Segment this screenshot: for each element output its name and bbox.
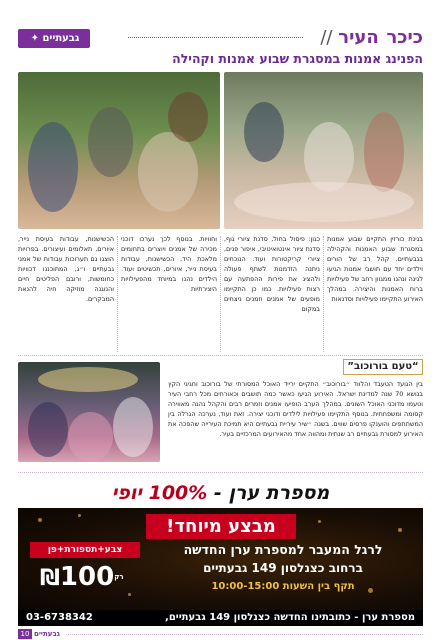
ad-banner: מספרת ערן - 100% יופי <box>18 478 423 508</box>
column-divider <box>220 236 221 352</box>
footer-magazine-name: גבעתיים <box>34 630 60 638</box>
column-divider <box>117 236 118 352</box>
article-photo-right <box>224 72 423 229</box>
ad-address: מספרת ערן - כתובתינו החדשה כצנלסון 149 גבעתיים, <box>165 612 415 623</box>
article-column-3: וחוויות. בנוסף לכך נערכו דוכני מכירה של אמנים ויוצרים בתחומים מלאכת היד, הכשישנות, עבודות בעיסת נייר, איורים, תכשיטים ועוד. הילדים נהנו במיוחד מהפעילויות היצירתיות <box>121 235 217 293</box>
article-column-1: בגינת כורזין התקיים שבוע אמנות במסגרת שבוע האמנות והקהילה בגבעתיים. קהל רב של הורים וילדים יחד עם תושבי אמנות הגיעו לגינה ונהנו ממגוון רחב של פעילויות ברוח האמנות והיצירה. במהלך האירוע התקיימו פעילויות וסדנאות <box>327 235 423 303</box>
sidebar-text: בין הגועד הטעבד והלווד ״בורוכוב״ התקיים ירייד האוכל המסורתי של בורוכוב וחגיגי הקץ בנושא 70 שנה למדינת ישראל. האירוע הגיעו כאשר כמה תושבים וכאורחים מכל רחבי העיר וטעמו מדוכני האוכל השונים. במהלך הערב הופיעו אמנים וזמרים רבים והקהל נהנה מאווירה קסומה ומשפחתית. בנוסף התקיימו פעילויות לילדים ודוכני יצירה. זאת ועוד, נערכה הגרלה בין המשתתפים והוענקו פרסים שווים. בשנה ״שיר עיריית גבעתיים היא תמיכת העירייה שהפכה את האירוע למסורת גבעתיים רב שנתית ומהווה אחד מהאירועים המרכזיים בעיר. <box>168 380 424 438</box>
sidebar-article <box>18 357 423 467</box>
column-divider <box>323 236 324 352</box>
section-title-accent: העיר <box>338 27 379 48</box>
ad-phone[interactable]: 03-6738342 <box>26 612 93 623</box>
article-body <box>18 234 423 354</box>
magazine-logo-text: גבעתיים <box>42 33 80 44</box>
ad-service-label: צבע+תספורת+פן <box>30 542 140 558</box>
ad-line-2: ברחוב כצנלסון 149 גבעתיים <box>203 561 363 575</box>
article-headline: הפנינג אמנות במסגרת שבוע אמנות וקהילה <box>172 51 423 66</box>
article-column-4: הכשישנות, עבודות בעיסת נייר, איורים, תאלומים ועיצורים. בפרויות הוצגו גם תערוכות עבודות של אמני גבעתיים ו״ג, המתוכננו דכוויות כחומשות, ורובם הפליטים חיים והנוגנה מוזיקה חיה להנאת המבקרים. <box>18 235 114 303</box>
article-photo-left <box>18 72 220 229</box>
ad-price <box>40 562 124 594</box>
section-title-slashes: // <box>320 27 333 48</box>
page-number: 10 <box>18 629 32 639</box>
section-header <box>18 27 423 49</box>
ad-discount-word: יופי <box>111 482 142 504</box>
ad-price-box <box>30 542 140 602</box>
section-divider <box>18 472 423 473</box>
article-column-2: כגון: פיסול בחול, סדנת ציורי גוף, סדנת ציור אינטואיטיבי, איפור פנים, ציורי קריקטורות ועוד. הנוכחים ניתנה הזדמנות לשתף פעולה ולהציג את פירות ההפתעה עם רצות פעילויות. כמו כן התקיימו מופעים של אמנים וזמנים ניצחים במקום <box>224 235 320 313</box>
sidebar-photo <box>18 362 160 462</box>
section-title <box>320 27 423 49</box>
section-divider <box>18 355 423 356</box>
ad-discount: 100% <box>148 482 208 504</box>
header-rule <box>128 37 303 38</box>
currency-symbol: ₪ <box>40 566 60 591</box>
ad-price-value: 100 <box>59 562 115 592</box>
footer-rule <box>68 634 423 635</box>
sidebar-title: “טעם בורוכוב” <box>343 359 423 375</box>
page-footer <box>18 629 423 639</box>
ad-body <box>18 508 423 610</box>
advertisement[interactable] <box>18 478 423 626</box>
ad-contact-bar <box>18 610 423 626</box>
ad-promo-title: מבצע מיוחד! <box>146 514 296 539</box>
ad-price-prefix: רק <box>114 573 124 581</box>
ad-hours: תקף בין השעות 10:00-15:00 <box>211 581 355 592</box>
star-icon: ✦ <box>30 33 39 44</box>
ad-brand: מספרת ערן <box>228 482 330 504</box>
section-title-main: כיכר <box>386 27 423 48</box>
ad-line-1: לרגל המעבר למספרת ערן החדשה <box>183 542 383 557</box>
magazine-logo <box>18 29 90 48</box>
